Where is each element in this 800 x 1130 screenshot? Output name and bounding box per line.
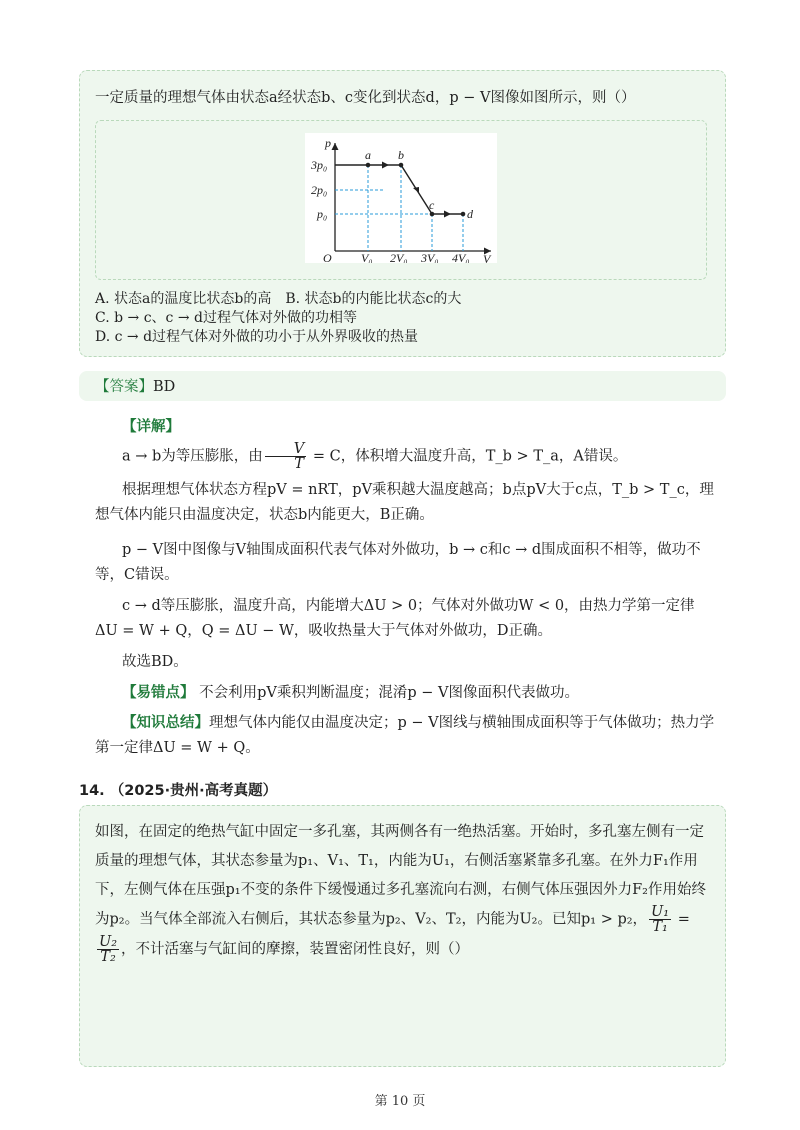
frac1-num: U₁ xyxy=(651,904,670,920)
fraction-num: V xyxy=(293,441,305,457)
tick-v0: V₀ xyxy=(361,251,373,263)
explanation-heading xyxy=(95,414,715,440)
tick-4v0: 4V₀ xyxy=(452,251,470,263)
tick-2p0: 2p₀ xyxy=(311,183,328,197)
fraction-den: T xyxy=(265,456,306,471)
frac2-num: U₂ xyxy=(99,933,118,950)
label-a: a xyxy=(365,148,371,162)
equals-sign: = xyxy=(673,911,690,928)
frac1-den: T₁ xyxy=(649,919,671,934)
point-d xyxy=(461,212,466,217)
question-13-stem: 一定质量的理想气体由状态a经状态b、c变化到状态d，p − V图像如图所示，则（） xyxy=(95,90,636,106)
explanation-para-4: c → d等压膨胀，温度升高，内能增大ΔU > 0；气体对外做功W < 0，由热力学第一定律ΔU = W + Q，Q = ΔU − W，吸收热量大于气体对外做功，D正确。 xyxy=(95,598,695,639)
question-14-body: 如图，在固定的绝热气缸中固定一多孔塞，其两侧各有一绝热活塞。开始时，多孔塞左侧有一定质量的理想气体，其状态参量为p₁、V₁、T₁，内能为U₁，右侧活塞紧靠多孔塞。在外力F₁作用下，左侧气体在压强p₁不变的条件下缓慢通过多孔塞流向右测，右侧气体压强因外力F₂作用始终为p₂。当气体全部流入右侧后，其状态参量为p₂、V₂、T₂，内能为U₂。已知p₁ > p₂， xyxy=(95,824,706,928)
point-c xyxy=(430,212,435,217)
label-b: b xyxy=(398,148,404,162)
label-d: d xyxy=(467,207,473,221)
explanation-line-1-b: = C，体积增大温度升高，T_b > T_a，A错误。 xyxy=(308,448,628,465)
mistake-text: 不会利用pV乘积判断温度；混淆p − V图像面积代表做功。 xyxy=(194,685,579,701)
point-b xyxy=(399,163,404,168)
summary-text: 理想气体内能仅由温度决定；p − V图线与横轴围成面积等于气体做功；热力学第一定律ΔU = W + Q。 xyxy=(95,715,715,756)
explanation-tag: 【详解】 xyxy=(122,418,180,435)
fraction-u2-t2 xyxy=(97,935,119,964)
knowledge-summary xyxy=(95,710,715,761)
answer-label: 【答案】 xyxy=(95,379,153,395)
option-a: A. 状态a的温度比状态b的高 xyxy=(95,291,272,307)
question-14-text xyxy=(95,818,715,964)
answer-bar xyxy=(79,371,726,401)
summary-tag: 【知识总结】 xyxy=(122,714,209,731)
explanation-line-1-a: a → b为等压膨胀，由 xyxy=(122,448,263,465)
option-c: C. b → c、c → d过程气体对外做的功相等 xyxy=(95,310,357,326)
question-13-options xyxy=(95,290,715,347)
label-v-axis: V xyxy=(483,252,491,263)
tick-p0: p₀ xyxy=(317,207,328,221)
option-b: B. 状态b的内能比状态c的大 xyxy=(285,291,462,307)
answer-line xyxy=(95,377,175,397)
frac2-den: T₂ xyxy=(97,949,119,964)
answer-value: BD xyxy=(153,379,176,395)
page-number: 第 10 页 xyxy=(374,1094,426,1109)
point-a xyxy=(366,163,371,168)
mistake-tag: 【易错点】 xyxy=(122,684,195,701)
explanation-line-1 xyxy=(95,442,715,471)
question-14-header: 14. （2025·贵州·高考真题） xyxy=(79,783,278,799)
tick-3v0: 3V₀ xyxy=(421,251,439,263)
label-p-axis: p xyxy=(325,136,331,150)
explanation-para-5: 故选BD。 xyxy=(122,654,188,670)
option-row-ab xyxy=(95,290,715,309)
tick-3p0: 3p₀ xyxy=(311,158,328,172)
fraction-v-over-t xyxy=(265,442,306,471)
option-d: D. c → d过程气体对外做的功小于从外界吸收的热量 xyxy=(95,329,419,345)
explanation-para-3: p − V图中图像与V轴围成面积代表气体对外做功，b → c和c → d围成面积不相等，做功不等，C错误。 xyxy=(95,542,701,583)
question-14-tail: ，不计活塞与气缸间的摩擦，装置密闭性良好，则（） xyxy=(121,941,470,957)
label-origin: O xyxy=(323,251,332,263)
fraction-u1-t1 xyxy=(649,905,671,934)
tick-2v0: 2V₀ xyxy=(390,251,408,263)
explanation-para-2: 根据理想气体状态方程pV = nRT，pV乘积越大温度越高；b点pV大于c点，T_b > T_c，理想气体内能只由温度决定，状态b内能更大，B正确。 xyxy=(95,482,714,523)
label-c: c xyxy=(429,198,435,212)
mistake-point xyxy=(95,680,715,706)
pv-diagram xyxy=(305,133,497,263)
